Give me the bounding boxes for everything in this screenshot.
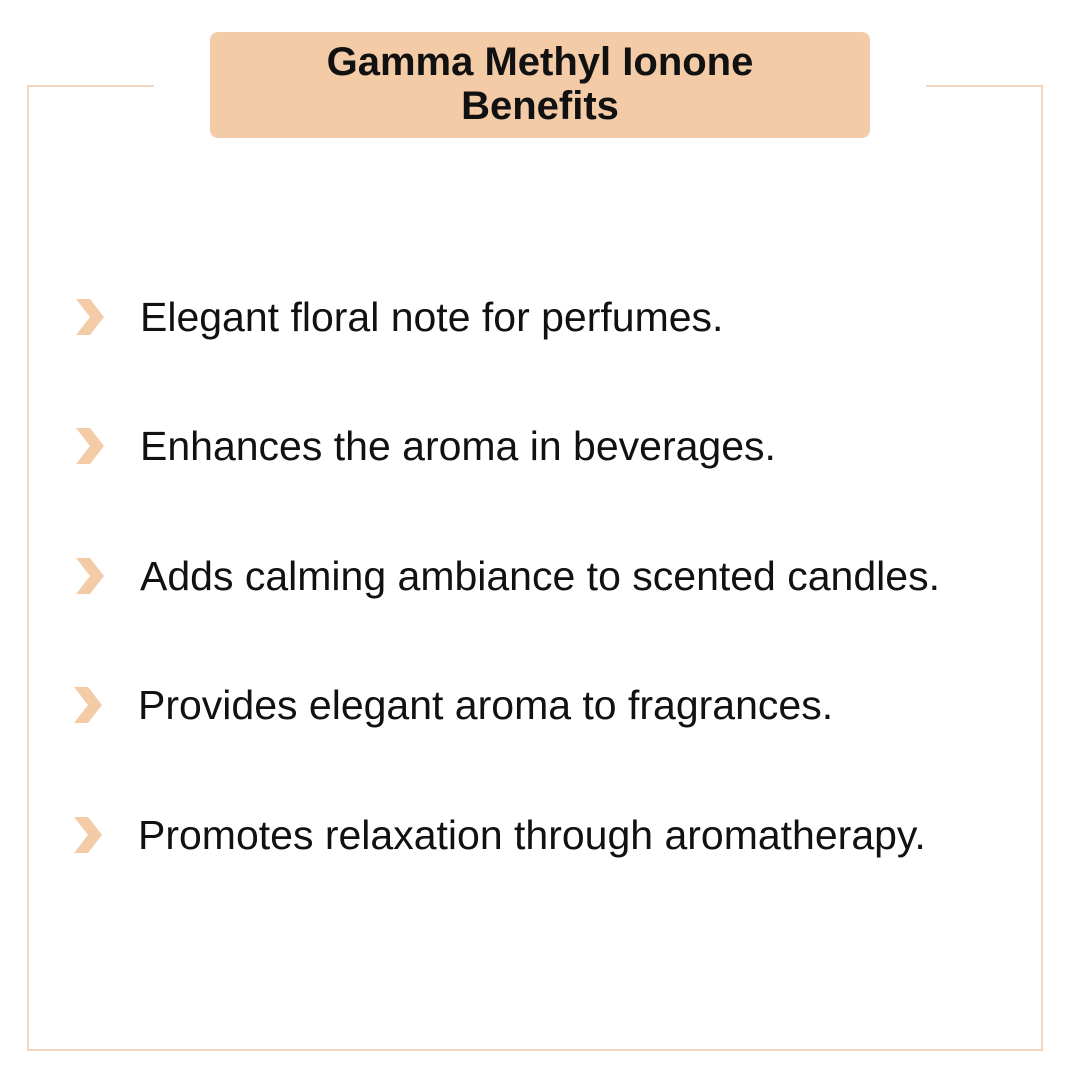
benefit-text: Elegant floral note for perfumes.: [140, 294, 724, 340]
chevron-right-icon: [70, 678, 114, 732]
chevron-right-icon: [72, 549, 116, 603]
chevron-right-icon: [72, 419, 116, 473]
benefit-item-fragrances: [70, 678, 1030, 732]
benefit-item-beverages: [72, 419, 1032, 473]
chevron-right-icon: [70, 808, 114, 862]
benefit-text: Promotes relaxation through aromatherapy.: [138, 812, 926, 858]
benefit-text: Adds calming ambiance to scented candles.: [140, 553, 940, 599]
chevron-right-icon: [72, 290, 116, 344]
benefit-text: Provides elegant aroma to fragrances.: [138, 682, 834, 728]
benefit-item-candles: [72, 549, 1032, 603]
benefit-item-perfumes: [72, 290, 1032, 344]
title-line-1: Gamma Methyl Ionone: [326, 40, 754, 84]
benefit-item-aromatherapy: [70, 808, 1030, 862]
benefit-text: Enhances the aroma in beverages.: [140, 423, 776, 469]
title-line-2: Benefits: [461, 84, 619, 128]
